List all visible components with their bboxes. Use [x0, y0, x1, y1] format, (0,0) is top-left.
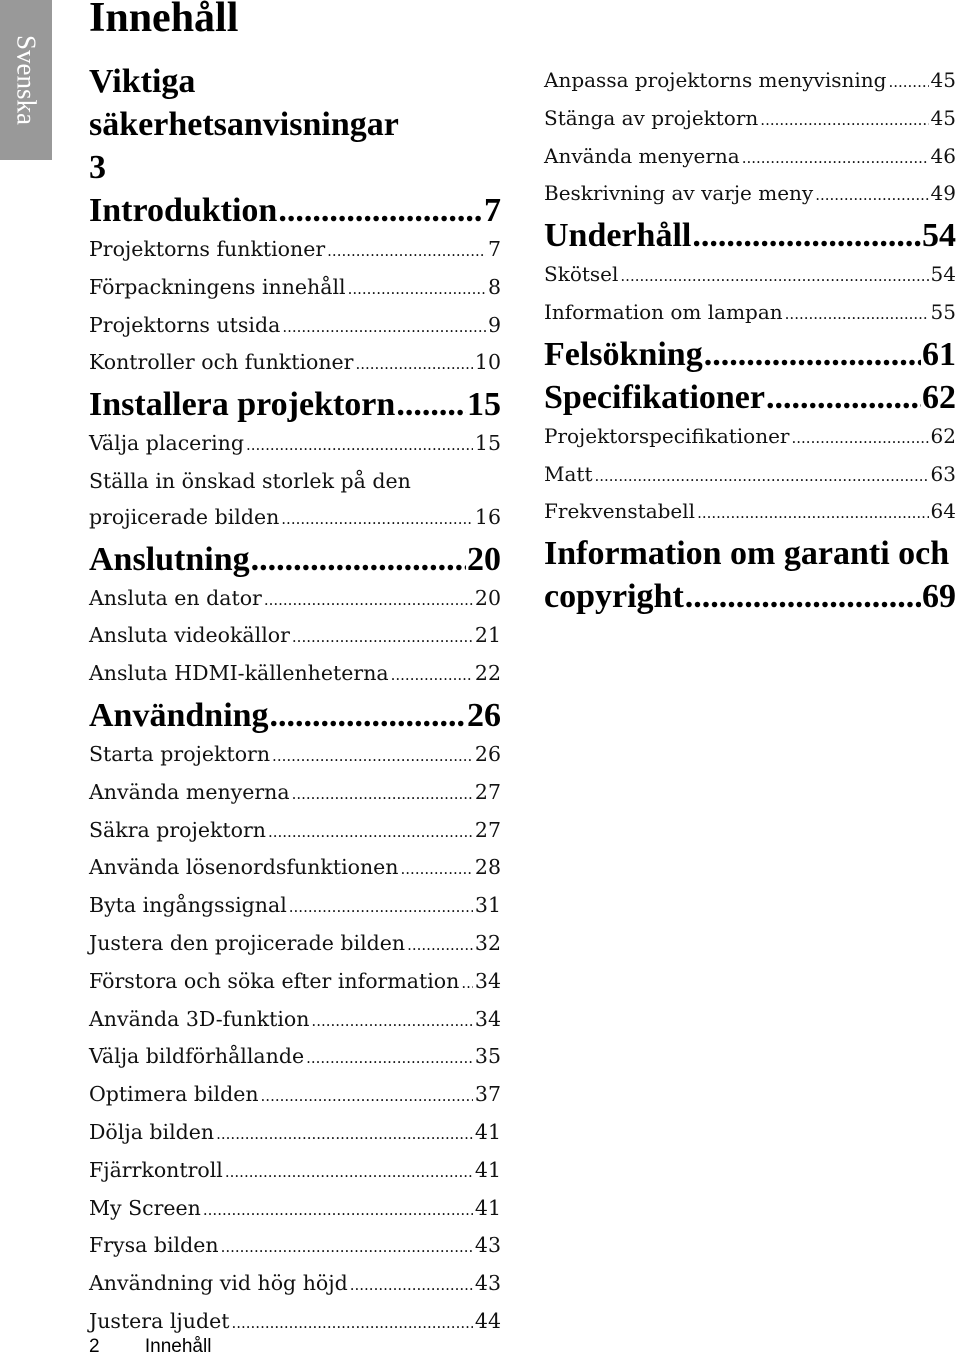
toc-section-entry[interactable]	[544, 295, 956, 333]
toc-page-number: 62	[930, 423, 956, 448]
toc-section-entry[interactable]	[89, 1191, 501, 1229]
toc-section-entry[interactable]	[89, 1266, 501, 1304]
toc-dot-leader	[306, 1041, 473, 1077]
toc-dot-leader	[251, 538, 466, 581]
toc-entry-title: Välja bildförhållande	[89, 1044, 305, 1069]
toc-chapter-entry[interactable]	[544, 532, 956, 618]
toc-section-entry[interactable]	[89, 656, 501, 694]
toc-dot-leader	[685, 575, 921, 618]
toc-dot-leader	[407, 928, 473, 964]
toc-page-number: 8	[487, 274, 501, 299]
page-footer	[89, 1336, 211, 1358]
toc-entry-title: Användning vid hög höjd	[89, 1271, 348, 1296]
toc-page-number: 34	[474, 968, 501, 993]
toc-dot-leader	[268, 815, 473, 851]
toc-dot-leader	[594, 459, 928, 495]
page-title: Innehåll	[89, 0, 239, 41]
toc-chapter-entry[interactable]	[89, 189, 501, 232]
toc-entry-line	[544, 575, 956, 618]
toc-entry-title: Information om lampan	[544, 299, 783, 324]
toc-dot-leader	[350, 1268, 473, 1304]
footer-page-number: 2	[89, 1336, 100, 1357]
toc-dot-leader	[620, 259, 928, 295]
toc-section-entry[interactable]	[89, 850, 501, 888]
toc-dot-leader	[401, 852, 473, 888]
toc-section-entry[interactable]	[544, 101, 956, 139]
toc-page-number: 41	[474, 1157, 501, 1182]
toc-dot-leader	[261, 1079, 473, 1115]
toc-entry-title: Introduktion	[89, 192, 278, 229]
toc-page-number: 69	[922, 578, 956, 616]
toc-dot-leader	[278, 189, 483, 232]
language-tab[interactable]	[0, 0, 52, 160]
toc-dot-leader	[396, 383, 466, 426]
toc-section-entry[interactable]	[544, 494, 956, 532]
toc-dot-leader	[282, 310, 486, 346]
toc-dot-leader	[697, 496, 928, 532]
toc-section-entry[interactable]	[89, 308, 501, 346]
toc-page-number: 45	[930, 68, 956, 92]
language-tab-label: Svenska	[11, 35, 42, 125]
toc-section-entry[interactable]	[89, 581, 501, 619]
toc-entry-title: Kontroller och funktioner	[89, 350, 354, 375]
toc-dot-leader	[272, 739, 473, 775]
toc-page-number: 7	[487, 237, 501, 261]
toc-chapter-entry[interactable]	[89, 694, 501, 737]
toc-section-entry[interactable]	[89, 926, 501, 964]
toc-entry-title: Underhåll	[544, 217, 692, 255]
toc-dot-leader	[225, 1155, 473, 1191]
toc-chapter-entry[interactable]	[89, 383, 501, 426]
toc-right-column	[544, 63, 956, 618]
toc-dot-leader	[391, 658, 473, 694]
toc-page-number: 9	[487, 312, 501, 337]
toc-entry-title: Anslutning	[89, 540, 250, 578]
toc-dot-leader	[792, 421, 929, 457]
toc-dot-leader	[888, 65, 928, 101]
toc-entry-title: Använda menyerna	[544, 143, 740, 168]
toc-section-entry[interactable]	[544, 419, 956, 457]
toc-dot-leader	[692, 214, 921, 257]
toc-entry-title: Förpackningens innehåll	[89, 274, 346, 299]
toc-entry-title: Använda 3D-funktion	[89, 1006, 310, 1031]
toc-page-number: 64	[930, 499, 956, 524]
toc-dot-leader	[760, 103, 928, 139]
toc-entry-title: Matt	[544, 461, 593, 486]
toc-entry-title: Felsökning	[544, 335, 703, 373]
toc-page-number: 37	[474, 1082, 501, 1107]
toc-entry-title: Installera projektorn	[89, 386, 396, 424]
toc-entry-title: Beskrivning av varje meny	[544, 181, 814, 206]
toc-dot-leader	[264, 583, 473, 619]
toc-section-entry[interactable]	[89, 618, 501, 656]
toc-page-number: 34	[474, 1006, 501, 1031]
toc-section-entry[interactable]	[544, 63, 956, 101]
toc-page-number: 55	[930, 299, 956, 324]
toc-chapter-entry[interactable]	[544, 214, 956, 257]
toc-entry-title: Starta projektorn	[89, 741, 271, 766]
toc-dot-leader	[270, 694, 466, 737]
toc-entry-title: Ansluta en dator	[89, 585, 262, 610]
toc-dot-leader	[704, 333, 921, 376]
toc-section-entry[interactable]	[89, 1228, 501, 1266]
toc-dot-leader	[289, 890, 473, 926]
toc-page-number: 26	[474, 741, 501, 766]
toc-entry-title-cont: 3	[89, 149, 106, 186]
toc-entry-title: Optimera bilden	[89, 1082, 259, 1107]
toc-entry-title: Välja placering	[89, 431, 244, 456]
toc-dot-leader	[246, 428, 473, 464]
toc-dot-leader	[355, 347, 472, 383]
toc-page-number: 10	[474, 350, 501, 375]
toc-page-number: 7	[484, 192, 501, 229]
toc-page-number: 26	[467, 696, 501, 734]
toc-dot-leader	[281, 502, 473, 538]
toc-dot-leader	[203, 1193, 473, 1229]
toc-chapter-entry[interactable]	[89, 60, 501, 189]
footer-section-title: Innehåll	[144, 1336, 212, 1357]
toc-entry-title: Specifikationer	[544, 378, 765, 416]
toc-page-number: 27	[474, 779, 501, 804]
toc-page-number: 20	[474, 585, 501, 610]
toc-page-number: 43	[474, 1271, 501, 1296]
toc-section-entry[interactable]	[544, 176, 956, 214]
toc-dot-leader	[461, 966, 473, 1002]
toc-page-number: 31	[474, 893, 501, 918]
toc-page-number: 63	[930, 461, 956, 486]
toc-page-number: 15	[467, 386, 501, 424]
toc-page-number: 21	[474, 623, 501, 648]
toc-section-entry[interactable]	[89, 775, 501, 813]
toc-entry-title: Ställa in önskad storlek på den	[89, 468, 411, 493]
toc-entry-title: Ansluta HDMI-källenheterna	[89, 661, 389, 686]
toc-page-number: 28	[474, 855, 501, 880]
toc-dot-leader	[742, 141, 929, 177]
toc-page-number: 27	[474, 817, 501, 842]
toc-left-column	[89, 60, 501, 1342]
toc-page-number: 54	[922, 217, 956, 255]
toc-section-entry[interactable]	[89, 1115, 501, 1153]
toc-section-entry[interactable]	[89, 813, 501, 851]
toc-entry-title: Användning	[89, 696, 269, 734]
toc-entry-title: Anpassa projektorns menyvisning	[544, 68, 887, 92]
toc-page-number: 35	[474, 1044, 501, 1069]
toc-section-entry[interactable]	[89, 270, 501, 308]
toc-chapter-entry[interactable]	[544, 333, 956, 376]
toc-dot-leader	[815, 178, 928, 214]
toc-page-number: 61	[922, 335, 956, 373]
toc-dot-leader	[785, 297, 929, 333]
toc-page-number: 41	[474, 1119, 501, 1144]
toc-section-entry[interactable]	[89, 1077, 501, 1115]
toc-entry-line	[89, 500, 501, 538]
toc-page-number: 41	[474, 1195, 501, 1220]
toc-entry-title: Byta ingångssignal	[89, 893, 287, 918]
toc-entry-title: Ansluta videokällor	[89, 623, 290, 648]
toc-entry-title: Dölja bilden	[89, 1119, 215, 1144]
toc-section-entry[interactable]	[544, 457, 956, 495]
toc-dot-leader	[292, 620, 473, 656]
toc-page-number: 32	[474, 930, 501, 955]
toc-entry-title: Projektorns utsida	[89, 312, 281, 337]
toc-page-number: 16	[474, 504, 501, 529]
toc-section-entry[interactable]	[89, 888, 501, 926]
toc-entry-title: My Screen	[89, 1195, 201, 1220]
toc-entry-title-cont: copyright	[544, 578, 684, 616]
toc-page-number: 22	[474, 661, 501, 686]
toc-entry-title: Säkra projektorn	[89, 817, 266, 842]
toc-page-number: 45	[930, 105, 956, 130]
toc-page-number: 44	[474, 1308, 501, 1333]
toc-entry-title: Frekvenstabell	[544, 499, 696, 524]
toc-dot-leader	[221, 1230, 473, 1266]
toc-entry-title: Projektorns funktioner	[89, 237, 326, 261]
toc-chapter-entry[interactable]	[544, 376, 956, 419]
toc-section-entry[interactable]	[89, 1002, 501, 1040]
toc-section-entry[interactable]	[89, 426, 501, 464]
toc-entry-title: Justera den projicerade bilden	[89, 930, 406, 955]
toc-entry-title: Stänga av projektorn	[544, 105, 759, 130]
toc-dot-leader	[766, 376, 921, 419]
toc-entry-title: Fjärrkontroll	[89, 1157, 223, 1182]
toc-dot-leader	[216, 1117, 473, 1153]
toc-dot-leader	[311, 1004, 472, 1040]
toc-entry-title: Projektorspecifikationer	[544, 423, 790, 448]
toc-section-entry[interactable]	[544, 139, 956, 177]
toc-section-entry[interactable]	[89, 1039, 501, 1077]
toc-dot-leader	[327, 234, 486, 270]
toc-page-number: 43	[474, 1233, 501, 1258]
toc-section-entry[interactable]	[89, 232, 501, 270]
toc-page-number: 49	[930, 181, 956, 206]
toc-section-entry[interactable]	[89, 345, 501, 383]
toc-section-entry[interactable]	[89, 964, 501, 1002]
toc-chapter-entry[interactable]	[89, 538, 501, 581]
toc-page-number: 46	[930, 143, 956, 168]
toc-section-entry[interactable]	[544, 257, 956, 295]
toc-dot-leader	[292, 777, 473, 813]
toc-section-entry[interactable]	[89, 464, 501, 538]
toc-page-number: 20	[467, 540, 501, 578]
toc-entry-title: Använda menyerna	[89, 779, 290, 804]
toc-entry-line	[89, 146, 501, 189]
toc-section-entry[interactable]	[89, 737, 501, 775]
toc-entry-title: Förstora och söka efter information	[89, 968, 460, 993]
toc-entry-title: Använda lösenordsfunktionen	[89, 855, 399, 880]
toc-entry-title: Frysa bilden	[89, 1233, 219, 1258]
toc-entry-title: Viktiga säkerhetsanvisningar	[89, 63, 399, 143]
toc-entry-title-cont: projicerade bilden	[89, 504, 280, 529]
toc-page-number: 62	[922, 378, 956, 416]
toc-dot-leader	[348, 272, 486, 308]
toc-entry-title: Information om garanti och	[544, 535, 950, 573]
toc-entry-title: Justera ljudet	[89, 1308, 230, 1333]
toc-page-number: 54	[930, 262, 956, 287]
toc-entry-title: Skötsel	[544, 262, 619, 287]
toc-page-number: 15	[474, 431, 501, 456]
toc-section-entry[interactable]	[89, 1153, 501, 1191]
toc-dot-leader	[231, 1306, 472, 1342]
